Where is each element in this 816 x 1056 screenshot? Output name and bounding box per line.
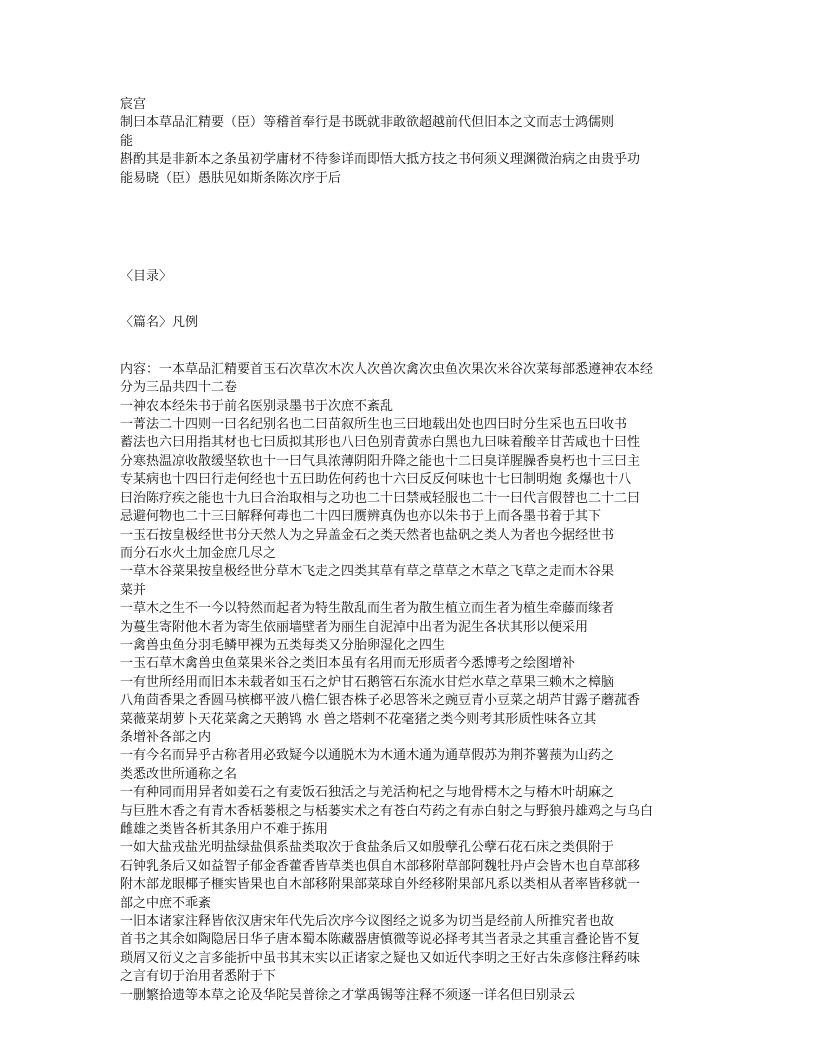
content-line: 而分石水火土加金庶几尽之 (120, 545, 277, 561)
preface-block (120, 96, 700, 188)
content-line: 一禽兽虫鱼分羽毛鳞甲裸为五类每类又分胎卵湿化之四生 (120, 637, 446, 653)
content-line: 菜并 (120, 582, 147, 598)
content-block (120, 361, 700, 1005)
content-line: 一旧本诸家注释皆依汉唐宋年代先后次序今议图经之说多为切当是经前人所推究者也故 (120, 914, 615, 930)
content-line: 一有世所经用而旧本未载者如玉石之炉甘石鹅管石东流水甘烂水草之草果三赖木之樟脑 (120, 674, 615, 690)
content-line: 琐屑又衍义之言多能折中虽书其末实以正诸家之疑也又如近代李明之王好古朱彦修注释药味 (120, 950, 641, 966)
content-line: 曰治陈疗疾之能也十九曰合治取相与之功也二十曰禁戒轻服也二十一曰代言假替也二十二曰 (120, 490, 641, 506)
content-line: 忌避何物也二十三曰解释何毒也二十四曰赝辨真伪也亦以朱书于上而各墨书着于其下 (120, 509, 602, 525)
content-line: 石钟乳条后又如益智子郁金香藿香皆草类也俱自木部移附草部阿魏牡丹卢会皆木也自草部移 (120, 858, 641, 874)
content-line: 一删繁拾遗等本草之论及华陀吴普徐之才掌禹锡等注释不须逐一详名但曰别录云 (120, 987, 576, 1003)
content-line: 一草木之生不一今以特然而起者为特生散乱而生者为散生植立而生者为植生牵藤而缘者 (120, 601, 615, 617)
content-line: 一如大盐戎盐光明盐绿盐俱系盐类取次于食盐条后又如殷孽孔公孽石花石床之类俱附于 (120, 840, 615, 856)
content-line: 类悉改世所通称之名 (120, 766, 238, 782)
content-line: 一玉石按皇极经世书分天然人为之异盖金石之类天然者也盐矾之类人为者也今据经世书 (120, 527, 615, 543)
toc-heading: 〈目录〉 (120, 269, 173, 285)
content-line: 专某病也十四曰行走何经也十五曰助佐何药也十六曰反反何味也十七曰制明炮 炙爆也十八 (120, 472, 632, 488)
preface-line: 宸宫 (120, 97, 147, 112)
content-line: 之言有切于治用者悉附于下 (120, 969, 277, 985)
content-line: 蓄法也六曰用指其材也七曰质拟其形也八曰色别青黄赤白黑也九曰味着酸辛甘苦咸也十曰性 (120, 435, 641, 451)
content-line: 菜薇菜胡萝卜天花菜禽之天鹅鸨 水 兽之塔剌不花毫猪之类今则考其形质性味各立其 (120, 711, 597, 727)
content-line: 雌雄之类皆各析其条用户不难于拣用 (120, 822, 329, 837)
content-line: 八角茴香果之香圆马槟榔平波八檐仁银杏株子必思答米之豌豆青小豆菜之胡芦甘露子蘑菰香 (120, 693, 641, 709)
preface-line: 制曰本草品汇精要（臣）等稽首奉行是书既就非敢欲超越前代但旧本之文而志士鸿儒则 (120, 115, 615, 131)
document-page (120, 96, 700, 1005)
content-line: 一有今名而异乎古称者用必致疑今以通脱木为木通木通为通草假苏为荆芥薯蓣为山药之 (120, 748, 615, 764)
content-line: 内容：一本草品汇精要首玉石次草次木次人次兽次禽次虫鱼次果次米谷次菜每部悉遵神农本经 (120, 361, 654, 377)
content-line: 条增补各部之内 (120, 729, 212, 745)
content-line: 一草木谷菜果按皇极经世分草木飞走之四类其草有草之草草之木草之飞草之走而木谷果 (120, 564, 615, 580)
content-line: 一神农本经朱书于前名医别录墨书于次庶不紊乱 (120, 398, 394, 414)
content-line: 为蔓生寄附他木者为寄生依丽墙壁者为丽生自泥淖中出者为泥生各状其形以便采用 (120, 619, 589, 635)
content-line: 分为三品共四十二卷 (120, 380, 238, 396)
content-line: 一玉石草木禽兽虫鱼菜果米谷之类旧本虽有名用而无形质者今悉博考之绘图增补 (120, 656, 576, 672)
content-line: 附木部龙眼椰子榧实皆果也自木部移附果部菜球自外经移附果部凡系以类相从者率皆移就一 (120, 877, 641, 893)
section-heading: 〈篇名〉凡例 (120, 315, 199, 331)
content-line: 与巨胜木香之有青木香栝蒌根之与栝蒌实术之有苍白芍药之有赤白射之与野狼丹雄鸡之与乌白 (120, 803, 654, 819)
content-line: 部之中庶不乖紊 (120, 895, 212, 911)
content-line: 一有种同而用异者如姜石之有麦饭石独活之与羌活枸杞之与地骨樗木之与椿木叶胡麻之 (120, 785, 615, 801)
content-line: 分寒热温凉收散缓坚软也十一曰气具浓薄阴阳升降之能也十二曰臭详腥臊香臭朽也十三曰主 (120, 453, 641, 469)
preface-line: 能易晓（臣）愚肤见如斯条陈次序于后 (120, 170, 342, 186)
preface-line: 能 (120, 133, 134, 149)
content-line: 首书之其余如陶隐居日华子唐本蜀本陈藏器唐慎微等说必择考其当者录之其重言叠论皆不复 (120, 932, 641, 948)
preface-line: 斟酌其是非新本之条虽初学庸材不待参详而即悟大抵方技之书何须义理渊微治病之由贵乎功 (120, 152, 641, 168)
content-line: 一菁法二十四则一曰名纪别名也二曰苗叙所生也三曰地载出处也四曰时分生采也五曰收书 (120, 417, 628, 433)
